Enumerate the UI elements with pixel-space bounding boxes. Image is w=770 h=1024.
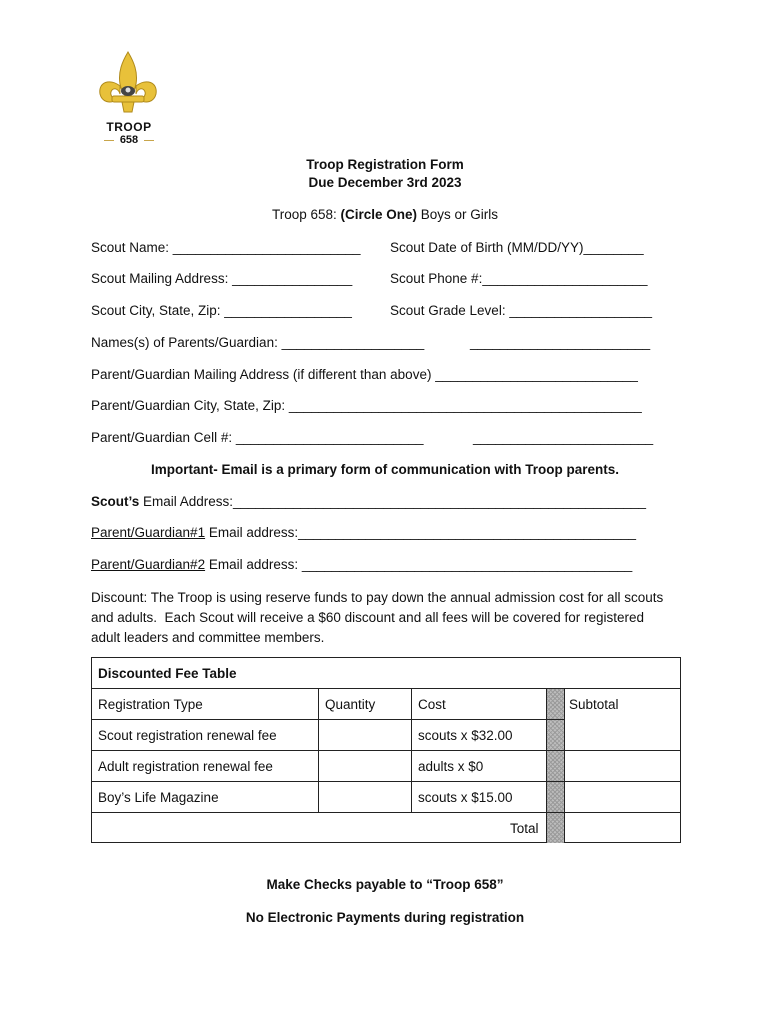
parent2-email-label: Parent/Guardian#2 [91,557,206,572]
circle-one-label: (Circle One) [340,207,418,222]
circle-one-line [0,207,770,222]
discount-line-3: adult leaders and committee members. [91,630,325,645]
table-rule [92,688,680,689]
fee-table [91,657,681,843]
row-type: Adult registration renewal fee [98,759,273,774]
header-cost: Cost [418,697,446,712]
discount-line-2: and adults. Each Scout will receive a $60 discount and all fees will be covered for registered [91,610,645,625]
form-title: Troop Registration Form [306,157,464,172]
table-title: Discounted Fee Table [98,666,237,681]
table-rule [546,688,547,843]
header-quantity: Quantity [325,697,376,712]
row-type: Boy’s Life Magazine [98,790,219,805]
important-notice: Important- Email is a primary form of communication with Troop parents. [150,462,620,477]
total-label: Total [510,821,539,836]
table-rule [92,781,680,782]
discount-line-1: Discount: The Troop is using reserve funds to pay down the annual admission cost for all scouts [91,590,664,605]
row-cost: adults x $0 [418,759,484,774]
logo-number-text: 658 [119,134,139,146]
table-rule [564,688,565,843]
due-date: Due December 3rd 2023 [308,175,462,190]
table-rule [92,750,680,751]
parent-city-field[interactable]: Parent/Guardian City, State, Zip: _______________________________________________ [91,398,642,413]
parent1-email-line: Email address:_____________________________________________ [205,525,636,540]
table-rule [92,719,564,720]
logo-troop-text: TROOP [106,120,152,134]
parent1-email-label: Parent/Guardian#1 [91,525,206,540]
logo-rule-right [144,140,154,141]
circle-prefix: Troop 658: [271,207,341,222]
scout-mailing-field[interactable]: Scout Mailing Address: ________________ [91,271,353,286]
scout-email-line: Email Address:_______________________________________________________ [139,494,646,509]
no-electronic-payments: No Electronic Payments during registration [245,910,525,925]
circle-options: Boys or Girls [417,207,499,222]
checks-payable: Make Checks payable to “Troop 658” [266,877,504,892]
logo-rule-left [104,140,114,141]
scout-grade-field[interactable]: Scout Grade Level: ___________________ [390,303,652,318]
parent-names-field[interactable]: Names(s) of Parents/Guardian: ___________________ [91,335,425,350]
parent-mailing-field[interactable]: Parent/Guardian Mailing Address (if different than above) ___________________________ [91,367,638,382]
scout-dob-field[interactable]: Scout Date of Birth (MM/DD/YY)________ [390,240,644,255]
header-registration-type: Registration Type [98,697,203,712]
parent2-email-line: Email address: ____________________________________________ [205,557,633,572]
parent1-email-field[interactable] [91,525,636,541]
table-rule [318,688,319,812]
parent-cell-field-2[interactable]: ________________________ [473,430,654,445]
header-subtotal: Subtotal [569,697,619,712]
row-cost: scouts x $15.00 [418,790,513,805]
parent-names-field-2[interactable]: ________________________ [470,335,651,350]
troop-logo [92,50,164,150]
table-rule [92,812,680,813]
scout-city-field[interactable]: Scout City, State, Zip: _________________ [91,303,352,318]
shaded-column [546,689,564,843]
parent-cell-field[interactable]: Parent/Guardian Cell #: _________________________ [91,430,424,445]
scout-name-field[interactable]: Scout Name: _________________________ [91,240,361,255]
scout-email-label: Scout’s [91,494,140,509]
scout-email-field[interactable] [91,494,646,510]
row-cost: scouts x $32.00 [418,728,513,743]
scout-phone-field[interactable]: Scout Phone #:______________________ [390,271,648,286]
parent2-email-field[interactable] [91,557,632,573]
row-type: Scout registration renewal fee [98,728,277,743]
table-rule [411,688,412,812]
